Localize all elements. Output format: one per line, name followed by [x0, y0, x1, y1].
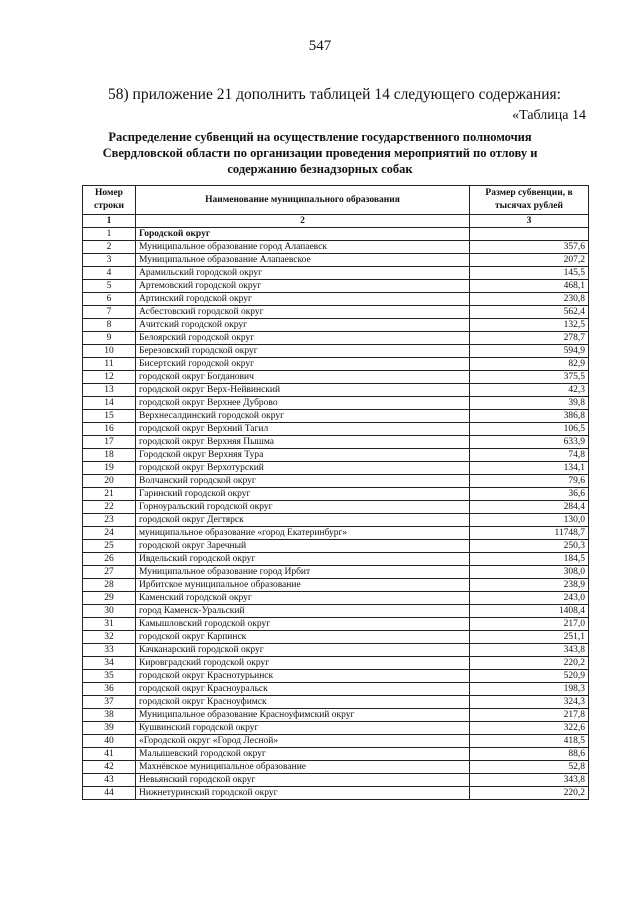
municipality-name: муниципальное образование «город Екатеринбург»: [136, 527, 470, 540]
row-number: 38: [83, 709, 136, 722]
municipality-name: город Каменск-Уральский: [136, 605, 470, 618]
municipality-name: Бисертский городской округ: [136, 358, 470, 371]
table-row: [83, 345, 589, 358]
subsidy-amount: 207,2: [470, 254, 589, 267]
table-row: [83, 514, 589, 527]
table-row: [83, 501, 589, 514]
row-number: 31: [83, 618, 136, 631]
subsidy-amount: 520,9: [470, 670, 589, 683]
row-number: 27: [83, 566, 136, 579]
table-row: [83, 423, 589, 436]
row-number: 8: [83, 319, 136, 332]
row-number: 4: [83, 267, 136, 280]
table-body: [83, 228, 589, 800]
municipality-name: городской округ Краснотурьинск: [136, 670, 470, 683]
row-number: 16: [83, 423, 136, 436]
municipality-name: городской округ Заречный: [136, 540, 470, 553]
row-number: 43: [83, 774, 136, 787]
table-title: Распределение субвенций на осуществление государственного полномочия Свердловской области по организации проведения мероприятий по отлову и содержанию безнадзорных собак: [102, 130, 538, 176]
subsidy-amount: 238,9: [470, 579, 589, 592]
municipality-name: городской округ Верхнее Дуброво: [136, 397, 470, 410]
row-number: 42: [83, 761, 136, 774]
row-number: 34: [83, 657, 136, 670]
row-number: 1: [83, 228, 136, 241]
table-row: [83, 228, 589, 241]
row-number: 28: [83, 579, 136, 592]
municipality-name: Белоярский городской округ: [136, 332, 470, 345]
table-row: [83, 579, 589, 592]
municipality-name: Кировградский городской округ: [136, 657, 470, 670]
subsidy-amount: 250,3: [470, 540, 589, 553]
table-row: [83, 475, 589, 488]
subsidy-amount: 284,4: [470, 501, 589, 514]
table-row: [83, 332, 589, 345]
table-row: [83, 787, 589, 800]
table-row: [83, 410, 589, 423]
table-row: [83, 566, 589, 579]
municipality-name: Муниципальное образование город Ирбит: [136, 566, 470, 579]
row-number: 26: [83, 553, 136, 566]
row-number: 7: [83, 306, 136, 319]
table-row: [83, 397, 589, 410]
subsidy-amount: 11748,7: [470, 527, 589, 540]
municipality-name: Камышловский городской округ: [136, 618, 470, 631]
subsidy-amount: 36,6: [470, 488, 589, 501]
municipality-name: Ирбитское муниципальное образование: [136, 579, 470, 592]
municipality-name: Нижнетуринский городской округ: [136, 787, 470, 800]
table-row: [83, 319, 589, 332]
table-row: [83, 709, 589, 722]
table-row: [83, 436, 589, 449]
municipality-name: городской округ Верх-Нейвинский: [136, 384, 470, 397]
table-row: [83, 631, 589, 644]
row-number: 36: [83, 683, 136, 696]
subsidy-amount: 243,0: [470, 592, 589, 605]
row-number: 20: [83, 475, 136, 488]
header-municipality: Наименование муниципального образования: [136, 186, 470, 215]
subsidy-amount: 251,1: [470, 631, 589, 644]
row-number: 32: [83, 631, 136, 644]
row-number: 9: [83, 332, 136, 345]
subsidy-amount: 42,3: [470, 384, 589, 397]
subsidy-amount: 357,6: [470, 241, 589, 254]
municipality-name: Муниципальное образование город Алапаевск: [136, 241, 470, 254]
row-number: 29: [83, 592, 136, 605]
table-row: [83, 527, 589, 540]
subsidy-amount: 343,8: [470, 644, 589, 657]
municipality-name: Березовский городской округ: [136, 345, 470, 358]
table-row: [83, 371, 589, 384]
municipality-name: Городской округ Верхняя Тура: [136, 449, 470, 462]
row-number: 13: [83, 384, 136, 397]
subsidy-amount: 1408,4: [470, 605, 589, 618]
table-label: «Таблица 14: [512, 108, 586, 123]
row-number: 19: [83, 462, 136, 475]
subsidy-amount: 386,8: [470, 410, 589, 423]
municipality-name: городской округ Верхотурский: [136, 462, 470, 475]
row-number: 30: [83, 605, 136, 618]
row-number: 40: [83, 735, 136, 748]
municipality-name: Гаринский городской округ: [136, 488, 470, 501]
municipality-name: городской округ Богданович: [136, 371, 470, 384]
subsidy-amount: 343,8: [470, 774, 589, 787]
municipality-name: Муниципальное образование Красноуфимский округ: [136, 709, 470, 722]
subsidy-amount: 88,6: [470, 748, 589, 761]
column-number: 1: [83, 215, 136, 228]
header-row-number: Номер строки: [83, 186, 136, 215]
table-row: [83, 605, 589, 618]
row-number: 39: [83, 722, 136, 735]
table-row: [83, 644, 589, 657]
subsidy-amount: 82,9: [470, 358, 589, 371]
table-row: [83, 670, 589, 683]
table-row: [83, 280, 589, 293]
subsidy-amount: 324,3: [470, 696, 589, 709]
table-row: [83, 683, 589, 696]
subsidy-table: [82, 185, 589, 800]
subsidy-amount: 468,1: [470, 280, 589, 293]
row-number: 2: [83, 241, 136, 254]
subsidy-amount: 217,8: [470, 709, 589, 722]
row-number: 6: [83, 293, 136, 306]
subsidy-amount: 79,6: [470, 475, 589, 488]
row-number: 44: [83, 787, 136, 800]
municipality-name: Горноуральский городской округ: [136, 501, 470, 514]
table-row: [83, 748, 589, 761]
table-row: [83, 358, 589, 371]
table-row: [83, 553, 589, 566]
municipality-name: Каменский городской округ: [136, 592, 470, 605]
subsidy-amount: 217,0: [470, 618, 589, 631]
row-number: 15: [83, 410, 136, 423]
row-number: 41: [83, 748, 136, 761]
subsidy-amount: 633,9: [470, 436, 589, 449]
row-number: 21: [83, 488, 136, 501]
subsidy-amount: 132,5: [470, 319, 589, 332]
table-row: [83, 722, 589, 735]
row-number: 33: [83, 644, 136, 657]
page-number: 547: [308, 38, 332, 54]
municipality-name: Ивдельский городской округ: [136, 553, 470, 566]
subsidy-amount: 198,3: [470, 683, 589, 696]
column-number: 3: [470, 215, 589, 228]
municipality-name: городской округ Верхний Тагил: [136, 423, 470, 436]
municipality-name: «Городской округ «Город Лесной»: [136, 735, 470, 748]
table-row: [83, 592, 589, 605]
subsidy-amount: 184,5: [470, 553, 589, 566]
intro-text: 58) приложение 21 дополнить таблицей 14 следующего содержания:: [108, 86, 561, 103]
table-row: [83, 254, 589, 267]
row-number: 25: [83, 540, 136, 553]
municipality-name: Верхнесалдинский городской округ: [136, 410, 470, 423]
subsidy-amount: 220,2: [470, 787, 589, 800]
municipality-name: Асбестовский городской округ: [136, 306, 470, 319]
subsidy-amount: 145,5: [470, 267, 589, 280]
subsidy-amount: 130,0: [470, 514, 589, 527]
table-row: [83, 735, 589, 748]
table-row: [83, 384, 589, 397]
subsidy-amount: 52,8: [470, 761, 589, 774]
row-number: 10: [83, 345, 136, 358]
table-row: [83, 696, 589, 709]
municipality-name: Махнёвское муниципальное образование: [136, 761, 470, 774]
subsidy-amount: 562,4: [470, 306, 589, 319]
table-row: [83, 774, 589, 787]
row-number: 37: [83, 696, 136, 709]
municipality-name: городской округ Красноуфимск: [136, 696, 470, 709]
subsidy-amount: 106,5: [470, 423, 589, 436]
table-row: [83, 462, 589, 475]
municipality-name: Артинский городской округ: [136, 293, 470, 306]
row-number: 14: [83, 397, 136, 410]
subsidy-amount: 418,5: [470, 735, 589, 748]
subsidy-amount: 375,5: [470, 371, 589, 384]
table-row: [83, 488, 589, 501]
subsidy-amount: 220,2: [470, 657, 589, 670]
municipality-name: городской округ Красноуральск: [136, 683, 470, 696]
row-number: 5: [83, 280, 136, 293]
table-row: [83, 293, 589, 306]
table-row: [83, 241, 589, 254]
municipality-name: Арамильский городской округ: [136, 267, 470, 280]
row-number: 23: [83, 514, 136, 527]
subsidy-amount: 74,8: [470, 449, 589, 462]
table-row: [83, 306, 589, 319]
header-row: [83, 186, 589, 215]
table-row: [83, 618, 589, 631]
subsidy-amount: 39,8: [470, 397, 589, 410]
municipality-name: Кушвинский городской округ: [136, 722, 470, 735]
table-row: [83, 657, 589, 670]
municipality-name: Волчанский городской округ: [136, 475, 470, 488]
column-number-row: [83, 215, 589, 228]
subsidy-amount: 134,1: [470, 462, 589, 475]
row-number: 22: [83, 501, 136, 514]
municipality-name: городской округ Карпинск: [136, 631, 470, 644]
row-number: 18: [83, 449, 136, 462]
column-number: 2: [136, 215, 470, 228]
municipality-name: городской округ Дегтярск: [136, 514, 470, 527]
municipality-name: Качканарский городской округ: [136, 644, 470, 657]
municipality-name: Муниципальное образование Алапаевское: [136, 254, 470, 267]
municipality-name: Артемовский городской округ: [136, 280, 470, 293]
row-number: 11: [83, 358, 136, 371]
table-row: [83, 267, 589, 280]
header-subsidy-amount: Размер субвенции, в тысячах рублей: [470, 186, 589, 215]
row-number: 3: [83, 254, 136, 267]
subsidy-amount: 308,0: [470, 566, 589, 579]
table-row: [83, 540, 589, 553]
municipality-name: Ачитский городской округ: [136, 319, 470, 332]
row-number: 17: [83, 436, 136, 449]
municipality-name: Малышевский городской округ: [136, 748, 470, 761]
table-row: [83, 449, 589, 462]
municipality-name: Невьянский городской округ: [136, 774, 470, 787]
municipality-name: Городской округ: [136, 228, 470, 241]
row-number: 12: [83, 371, 136, 384]
subsidy-amount: 322,6: [470, 722, 589, 735]
subsidy-amount: [470, 228, 589, 241]
municipality-name: городской округ Верхняя Пышма: [136, 436, 470, 449]
subsidy-amount: 278,7: [470, 332, 589, 345]
row-number: 35: [83, 670, 136, 683]
subsidy-amount: 230,8: [470, 293, 589, 306]
row-number: 24: [83, 527, 136, 540]
table-row: [83, 761, 589, 774]
subsidy-amount: 594,9: [470, 345, 589, 358]
